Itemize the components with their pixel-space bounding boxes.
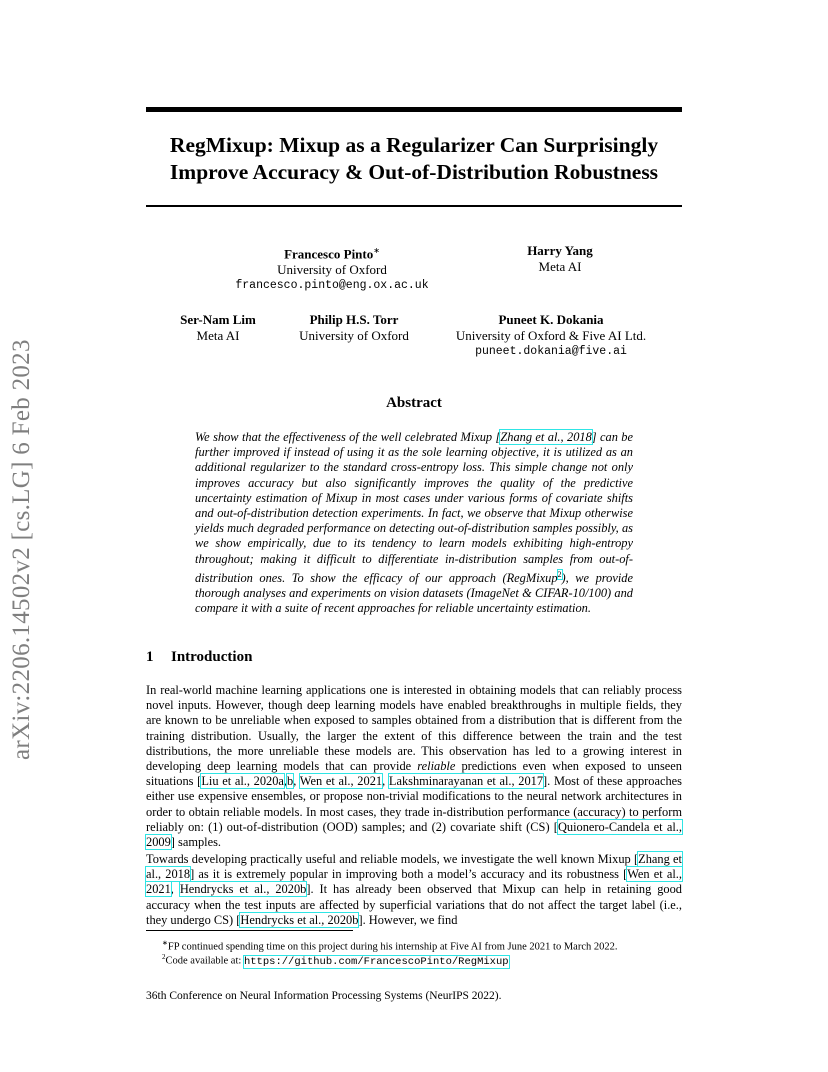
footnote-text: FP continued spending time on this project during his internship at Five AI from June 2021 to March 2022. xyxy=(167,941,618,953)
author-affiliation: Meta AI xyxy=(538,259,582,274)
citation-link[interactable]: Liu et al., 2020a xyxy=(201,774,284,789)
author-name: Philip H.S. Torr xyxy=(309,312,399,327)
author-email[interactable]: puneet.dokania@five.ai xyxy=(475,345,627,358)
arxiv-identifier: arXiv:2206.14502v2 [cs.LG] 6 Feb 2023 xyxy=(8,339,35,760)
citation-link[interactable]: Wen et al., 2021 xyxy=(146,867,682,897)
author-philip-torr xyxy=(289,312,419,344)
author-puneet-dokania xyxy=(436,312,666,360)
author-footnote-mark: ∗ xyxy=(373,246,380,255)
author-affiliation: University of Oxford & Five AI Ltd. xyxy=(455,328,647,343)
author-affiliation: University of Oxford xyxy=(277,262,387,278)
abstract-text: ), we provide thorough analyses and experiments on vision datasets (ImageNet & CIFAR-10/100) and compare it with a suite of recent approaches for reliable uncertainty estimation. xyxy=(195,570,633,616)
title-bottom-rule xyxy=(146,205,682,207)
title-top-rule xyxy=(146,107,682,112)
author-affiliation: University of Oxford xyxy=(299,328,409,343)
title-line-1: RegMixup: Mixup as a Regularizer Can Surprisingly xyxy=(169,133,659,157)
citation-link[interactable]: Zhang et al., 2018 xyxy=(500,430,592,444)
author-harry-yang xyxy=(480,243,640,275)
author-name: Puneet K. Dokania xyxy=(498,312,604,327)
footnote-link[interactable]: 2 xyxy=(557,569,562,579)
author-name: Harry Yang xyxy=(527,243,593,258)
citation-link[interactable]: Lakshminarayanan et al., 2017 xyxy=(388,774,544,789)
paragraph-text: ]. However, we find xyxy=(358,912,458,927)
code-url-link[interactable]: https://github.com/FrancescoPinto/RegMixup xyxy=(243,955,509,968)
title-line-2: Improve Accuracy & Out-of-Distribution Robustness xyxy=(169,160,659,184)
author-email[interactable]: francesco.pinto@eng.ox.ac.uk xyxy=(235,279,429,293)
paragraph-text: ] samples. xyxy=(170,835,222,850)
author-affiliation: Meta AI xyxy=(196,328,240,343)
citation-link[interactable]: Hendrycks et al., 2020b xyxy=(240,912,359,927)
paragraph-text: ]. It has already been observed that Mixup can help in retaining good accuracy when the test inputs are affected by superficial variations that do not affect the target label (i.e., they undergo CS) [ xyxy=(146,882,682,927)
paragraph-text: predictions even when exposed to unseen situations [ xyxy=(146,759,682,789)
abstract-text: ] can be further improved if instead of using it as the sole learning objective, it is utilized as an additional regularizer to the standard cross-entropy loss. This simple change not only improves accuracy but also significantly improves the quality of the predictive uncertainty estimation of Mixup in most cases under various forms of covariate shifts and out-of-distribution detection experiments. In fact, we observe that Mixup otherwise yields much degraded performance on detecting out-of-distribution samples possibly, as we show empirically, due to its tendency to learn models exhibiting high-entropy throughout; making it difficult to differentiate in-distribution samples from out-of-distribution ones. To show the efficacy of our approach (RegMixup xyxy=(195,430,633,585)
abstract-body xyxy=(195,430,633,617)
abstract-text: We show that the effectiveness of the well celebrated Mixup [ xyxy=(195,430,501,444)
citation-link[interactable]: Hendrycks et al., 2020b xyxy=(179,882,307,897)
paragraph-text: , xyxy=(293,774,300,789)
paper-title xyxy=(146,132,682,186)
footnote-text: Code available at: xyxy=(165,955,244,967)
section-heading xyxy=(146,649,252,666)
author-ser-nam-lim xyxy=(163,312,273,344)
section-number: 1 xyxy=(146,649,154,665)
paragraph-text: , xyxy=(170,882,180,897)
paragraph-text: , xyxy=(283,774,288,789)
citation-link[interactable]: Wen et al., 2021 xyxy=(299,774,383,789)
venue-note: 36th Conference on Neural Information Processing Systems (NeurIPS 2022). xyxy=(146,990,502,1002)
footnote-rule xyxy=(146,930,353,931)
author-name: Ser-Nam Lim xyxy=(180,312,256,327)
paragraph-text: , xyxy=(382,774,389,789)
intro-paragraph-1 xyxy=(146,683,682,850)
paragraph-text: In real-world machine learning applications one is interested in obtaining models that can reliably process novel inputs. However, though deep learning models have enabled breakthroughs in multiple fields, they are known to be unreliable when exposed to samples obtained from a distribution that is different from the training distribution. Usually, the larger the extent of this difference between the train and the test distributions, the more unreliable these models are. This observation has led to a growing interest in developing deep learning models that can provide xyxy=(146,683,682,774)
footnote-mark: ∗ xyxy=(162,939,168,947)
section-title: Introduction xyxy=(171,649,253,665)
author-francesco-pinto xyxy=(212,243,452,294)
paragraph-text: ] as it is extremely popular in improving both a model’s accuracy and its robustness [ xyxy=(190,867,628,882)
footnote-2 xyxy=(146,951,698,969)
author-name: Francesco Pinto xyxy=(284,246,374,262)
intro-paragraph-2 xyxy=(146,852,682,928)
footnote-mark: 2 xyxy=(162,953,166,961)
citation-link[interactable]: b xyxy=(287,774,294,789)
emphasis-text: reliable xyxy=(417,759,456,774)
citation-link[interactable]: Zhang et al., 2018 xyxy=(146,852,682,882)
abstract-heading: Abstract xyxy=(386,395,442,411)
paragraph-text: Towards developing practically useful and reliable models, we investigate the well known Mixup [ xyxy=(146,852,639,866)
paragraph-text: ]. Most of these approaches either use expensive ensembles, or propose non-trivial modifications to the neural network architectures in order to obtain reliable models. In most cases, they trade in-distribution performance (accuracy) to perform reliably on: (1) out-of-distribution (OOD) samples; and (2) covariate shift (CS) [ xyxy=(146,774,682,834)
citation-link[interactable]: Quionero-Candela et al., 2009 xyxy=(146,819,682,850)
